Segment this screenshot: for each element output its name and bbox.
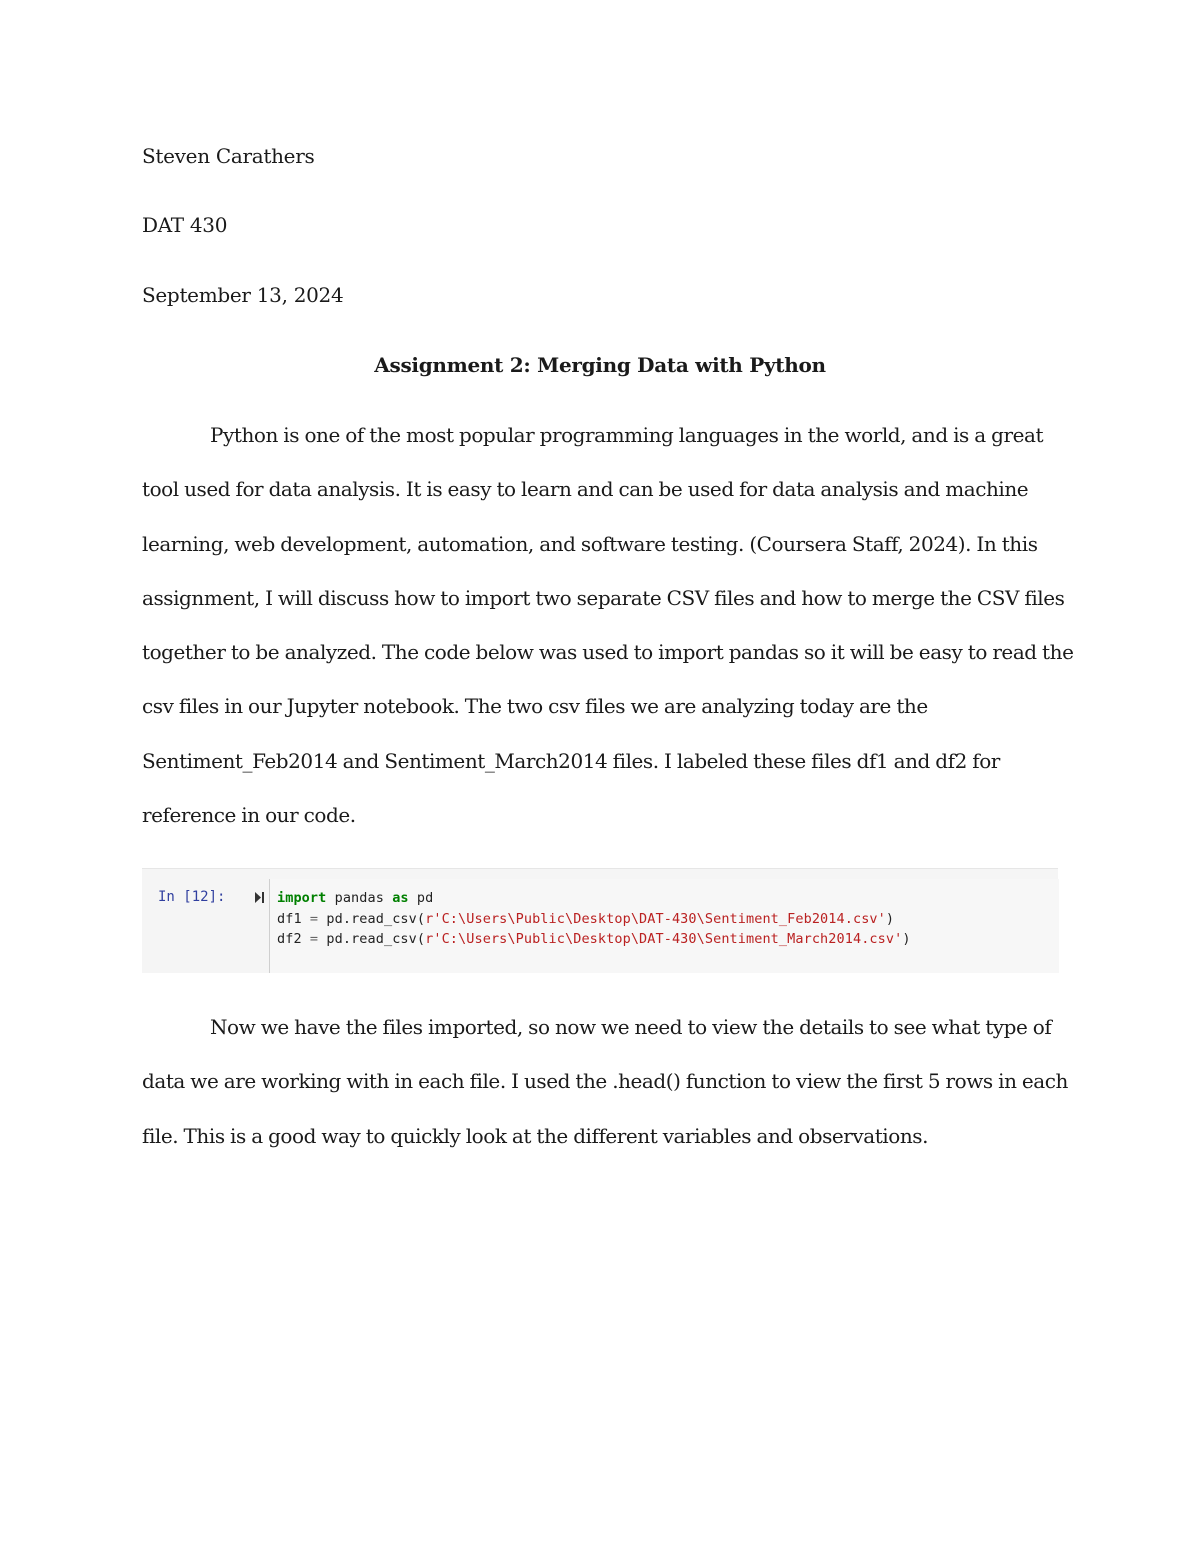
code-text: pandas bbox=[326, 890, 393, 906]
intro-paragraph bbox=[142, 422, 1074, 856]
code-string: r'C:\Users\Public\Desktop\DAT-430\Sentiment_March2014.csv' bbox=[425, 931, 903, 947]
followup-paragraph bbox=[142, 1014, 1068, 1177]
paragraph-line: assignment, I will discuss how to import two separate CSV files and how to merge the CSV files bbox=[142, 585, 1065, 610]
code-text: pd bbox=[408, 890, 434, 906]
paragraph-line: data we are working with in each file. I used the .head() function to view the first 5 rows in each bbox=[142, 1069, 1068, 1094]
code-line-1 bbox=[277, 890, 433, 906]
paragraph-line: learning, web development, automation, and software testing. (Coursera Staff, 2024). In this bbox=[142, 531, 1038, 556]
code-operator: = bbox=[309, 910, 319, 927]
code-block bbox=[277, 888, 911, 950]
code-text: df2 bbox=[277, 931, 310, 947]
paragraph-line: Python is one of the most popular programming languages in the world, and is a great bbox=[210, 423, 1044, 447]
paragraph-line: file. This is a good way to quickly look at the different variables and observations. bbox=[142, 1123, 928, 1148]
cell-prompt: In [12]: bbox=[158, 889, 226, 905]
jupyter-code-cell-screenshot bbox=[142, 868, 1058, 973]
assignment-title: Assignment 2: Merging Data with Python bbox=[374, 353, 826, 377]
course-code: DAT 430 bbox=[142, 213, 228, 237]
code-text: pd.read_csv( bbox=[318, 931, 426, 947]
code-line-3 bbox=[277, 931, 911, 947]
code-keyword: import bbox=[277, 890, 327, 906]
code-text: ) bbox=[902, 931, 911, 947]
code-text: df1 bbox=[277, 910, 310, 927]
date-line: September 13, 2024 bbox=[142, 283, 344, 307]
run-cell-icon bbox=[254, 891, 265, 904]
paragraph-line: reference in our code. bbox=[142, 803, 356, 828]
author-name: Steven Carathers bbox=[142, 144, 315, 168]
paragraph-line: together to be analyzed. The code below was used to import pandas so it will be easy to read the bbox=[142, 640, 1074, 665]
code-text: pd.read_csv( bbox=[318, 910, 426, 927]
code-string: r'C:\Users\Public\Desktop\DAT-430\Sentiment_Feb2014.csv' bbox=[425, 910, 886, 927]
code-input-area bbox=[269, 879, 1059, 973]
code-text: ) bbox=[885, 910, 895, 927]
paragraph-line: Sentiment_Feb2014 and Sentiment_March2014 files. I labeled these files df1 and df2 for bbox=[142, 748, 1000, 773]
code-keyword: as bbox=[392, 890, 409, 906]
paragraph-line: Now we have the files imported, so now we need to view the details to see what type of bbox=[210, 1015, 1052, 1039]
code-line-2 bbox=[277, 911, 894, 927]
paragraph-line: tool used for data analysis. It is easy to learn and can be used for data analysis and machine bbox=[142, 477, 1029, 502]
paragraph-line: csv files in our Jupyter notebook. The two csv files we are analyzing today are the bbox=[142, 694, 928, 719]
code-operator: = bbox=[309, 931, 319, 947]
